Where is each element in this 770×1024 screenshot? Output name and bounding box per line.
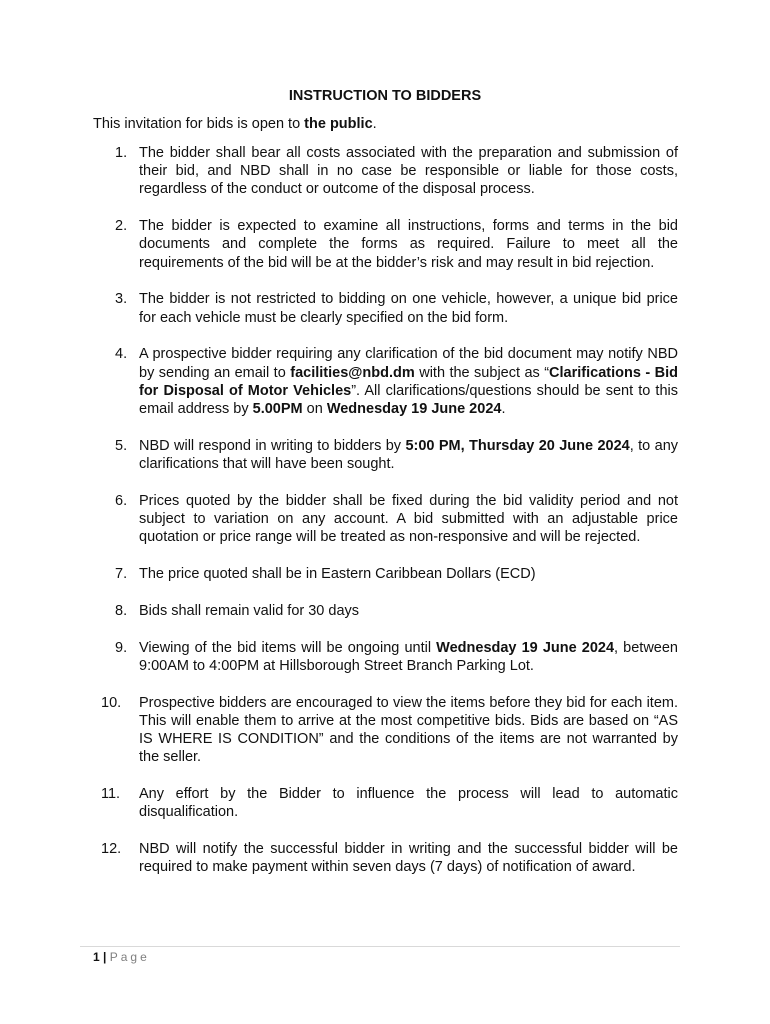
document-title: INSTRUCTION TO BIDDERS: [288, 88, 482, 104]
item-number: 3.: [115, 291, 128, 308]
item-text: The bidder is not restricted to bidding on one vehicle, however, a unique bid price for each vehicle must be clearly specified on the bid form.: [139, 291, 678, 326]
item-text-part: ”. All clarifications/questions should be sent to this email address by: [139, 382, 678, 418]
list-item-9: [93, 639, 678, 675]
list-item-11: [93, 785, 678, 821]
item-text: [139, 345, 678, 418]
item-text-part: .: [501, 401, 506, 418]
item-number: 10.: [101, 694, 122, 711]
item-text: Bids shall remain valid for 30 days: [139, 602, 360, 619]
item-text: [139, 639, 678, 675]
page-footer: [93, 950, 150, 964]
item-number: 11.: [101, 786, 121, 803]
intro-bold: the public: [304, 116, 373, 132]
page-number: 1: [93, 950, 100, 964]
item-text: Prospective bidders are encouraged to view the items before they bid for each item. This will enable them to arrive at the most competitive bids. Bids are based on “AS IS WHERE IS CONDITION” and the conditions of the items are not warranted by the seller.: [139, 694, 678, 766]
deadline-date: Wednesday 19 June 2024: [326, 401, 502, 418]
page-label: Page: [109, 950, 150, 964]
item-text-part: with the subject as “: [414, 364, 550, 381]
item-text-part: on: [302, 401, 327, 418]
item-number: 2.: [115, 218, 128, 235]
list-item-12: [93, 840, 678, 876]
item-number: 12.: [101, 841, 122, 858]
list-item-10: [93, 694, 678, 767]
response-deadline: 5:00 PM, Thursday 20 June 2024: [405, 437, 630, 454]
item-text: Prices quoted by the bidder shall be fixed during the bid validity period and not subject to variation on any account. A bid submitted with an adjustable price quotation or price range will be treated as non-responsive and will be rejected.: [139, 492, 678, 546]
item-text: The bidder shall bear all costs associated with the preparation and submission of their bid, and NBD shall in no case be responsible or liable for those costs, regardless of the conduct or outcome of the disposal process.: [139, 145, 678, 198]
item-text: Any effort by the Bidder to influence the process will lead to automatic disqualification.: [139, 786, 678, 821]
intro-text: This invitation for bids is open to: [93, 116, 305, 132]
item-text: NBD will notify the successful bidder in writing and the successful bidder will be required to make payment within seven days (7 days) of notification of award.: [139, 841, 678, 876]
email-subject: Clarifications - Bid for Disposal of Motor Vehicles: [139, 364, 678, 399]
item-number: 5.: [115, 437, 128, 454]
instruction-list: [93, 144, 678, 895]
list-item-4: [93, 345, 678, 418]
item-text-part: Viewing of the bid items will be ongoing until: [139, 639, 437, 656]
item-number: 4.: [115, 346, 128, 363]
footer-separator: |: [99, 950, 110, 964]
viewing-deadline: Wednesday 19 June 2024: [436, 639, 615, 656]
item-text-part: A prospective bidder requiring any clarification of the bid document may notify NBD by sending an email to: [139, 346, 678, 381]
item-text-part: , to any clarifications that will have been sought.: [139, 437, 679, 473]
item-text-part: NBD will respond in writing to bidders by: [139, 437, 406, 454]
item-number: 8.: [115, 602, 128, 619]
list-item-7: [93, 565, 678, 583]
item-number: 1.: [115, 145, 128, 161]
list-item-6: [93, 492, 678, 547]
list-item-1: [93, 144, 678, 199]
item-text: The bidder is expected to examine all instructions, forms and terms in the bid documents and complete the forms as required. Failure to meet all the requirements of the bid will be at the bidder’s risk and may result in bid rejection.: [139, 218, 678, 271]
item-number: 9.: [115, 639, 128, 656]
item-text-part: , between 9:00AM to 4:00PM at Hillsborough Street Branch Parking Lot.: [139, 639, 678, 674]
intro-end: .: [372, 116, 377, 132]
contact-email: facilities@nbd.dm: [290, 364, 415, 381]
intro-paragraph: [93, 115, 377, 133]
item-text: [139, 437, 678, 473]
list-item-3: [93, 290, 678, 326]
deadline-time: 5.00PM: [252, 401, 303, 418]
list-item-5: [93, 437, 678, 473]
list-item-8: [93, 602, 678, 620]
item-number: 7.: [115, 566, 128, 583]
footer-divider: [80, 946, 680, 947]
item-text: The price quoted shall be in Eastern Caribbean Dollars (ECD): [139, 566, 536, 583]
list-item-2: [93, 217, 678, 272]
item-number: 6.: [115, 492, 128, 509]
